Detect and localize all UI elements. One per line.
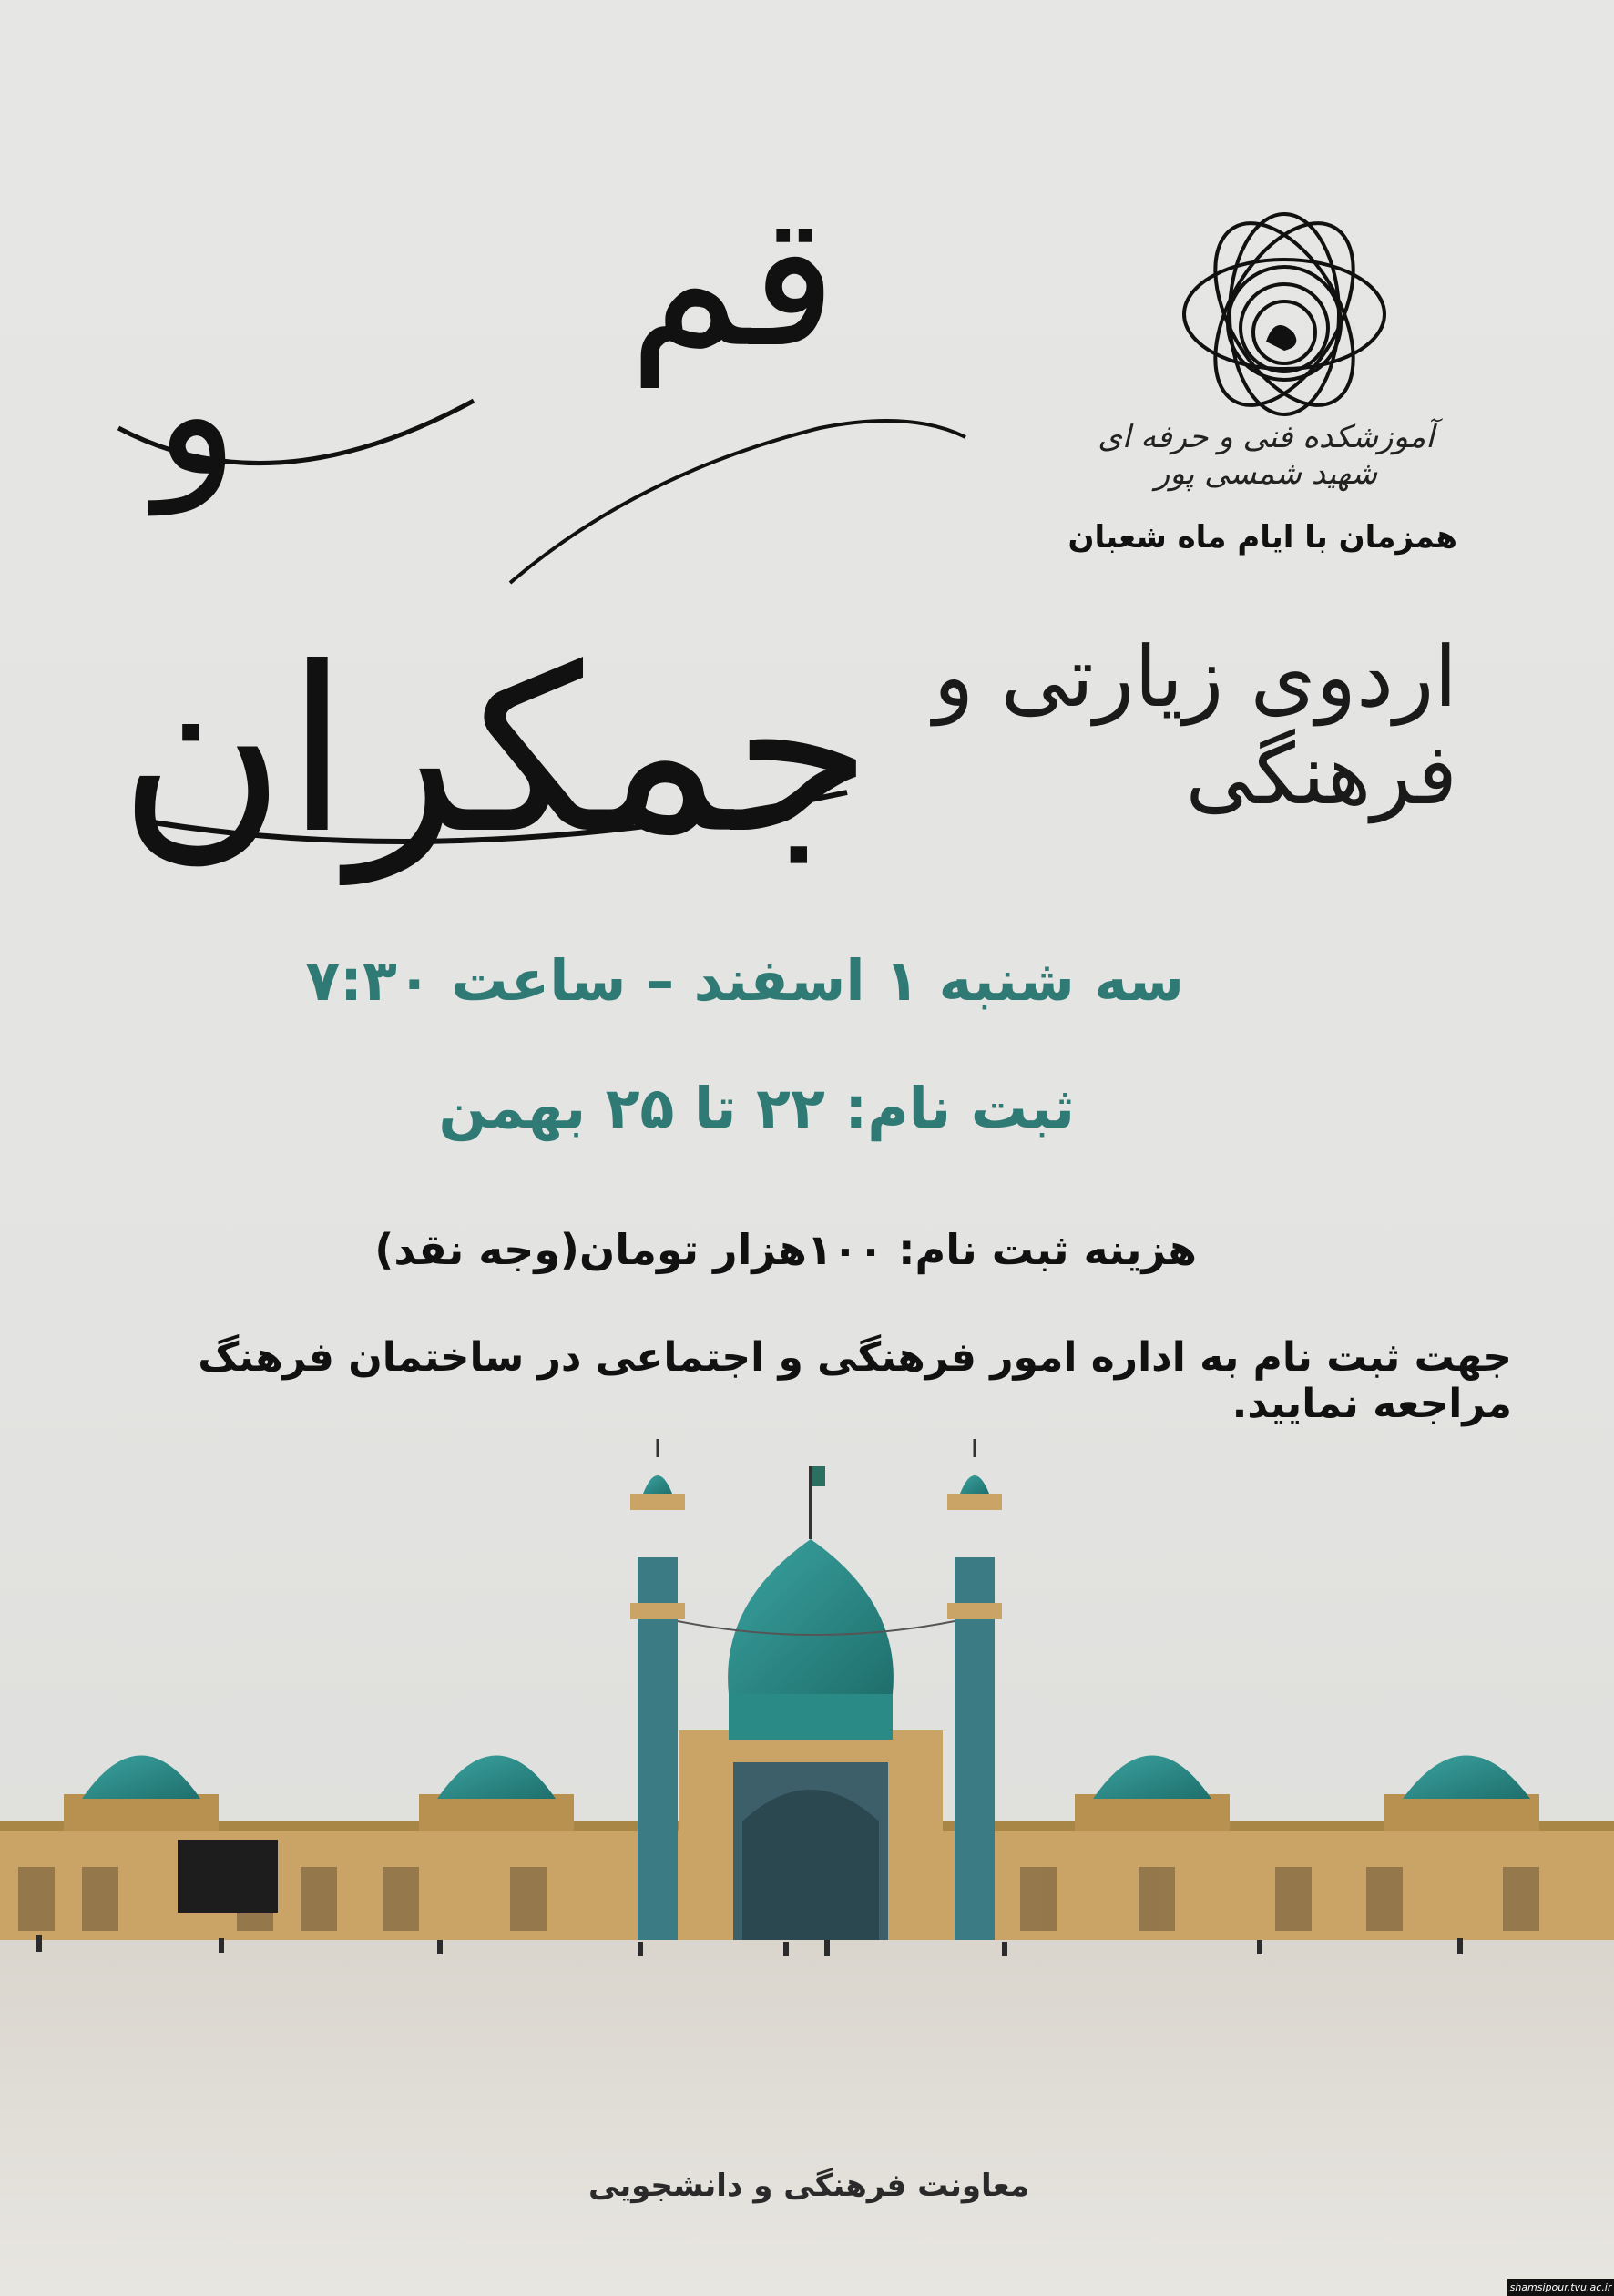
small-dome-left-1: [64, 1756, 219, 1832]
small-dome-left-2: [419, 1756, 574, 1832]
calligraphy-subtitle: اردوی زیارتی و فرهنگی: [933, 628, 1457, 823]
minaret-left: [630, 1439, 685, 1940]
small-dome-right-2: [1384, 1756, 1539, 1832]
small-dome-right-1: [1075, 1756, 1230, 1832]
main-dome: [728, 1466, 894, 1740]
main-portal: [679, 1730, 943, 1940]
registration-period: ثبت نام: ۲۲ تا ۲۵ بهمن: [438, 1075, 1075, 1141]
signature: معاونت فرهنگی و دانشجویی: [587, 2168, 1029, 2204]
registration-instruction: جهت ثبت نام به اداره امور فرهنگی و اجتماعی در ساختمان فرهنگ مراجعه نمایید.: [198, 1334, 1512, 1427]
site-badge: shamsipour.tvu.ac.ir: [1507, 2279, 1614, 2296]
registration-fee: هزینه ثبت نام: ۱۰۰هزار تومان(وجه نقد): [374, 1225, 1197, 1274]
calligraphy-jamkaran: جمکران: [118, 618, 873, 883]
college-logo-icon: [1175, 205, 1394, 423]
college-name: آموزشکده فنی و حرفه ای شهید شمسی پور: [1098, 419, 1435, 492]
calligraphy-qom: قم: [628, 176, 837, 388]
event-date-line: سه شنبه ۱ اسفند – ساعت ۷:۳۰: [305, 947, 1184, 1014]
plaza: [0, 1931, 1614, 2296]
occasion-text: همزمان با ایام ماه شعبان: [1067, 519, 1457, 556]
display-screen: [178, 1840, 278, 1913]
calligraphy-va: و: [155, 313, 239, 515]
minaret-right: [947, 1439, 1002, 1940]
